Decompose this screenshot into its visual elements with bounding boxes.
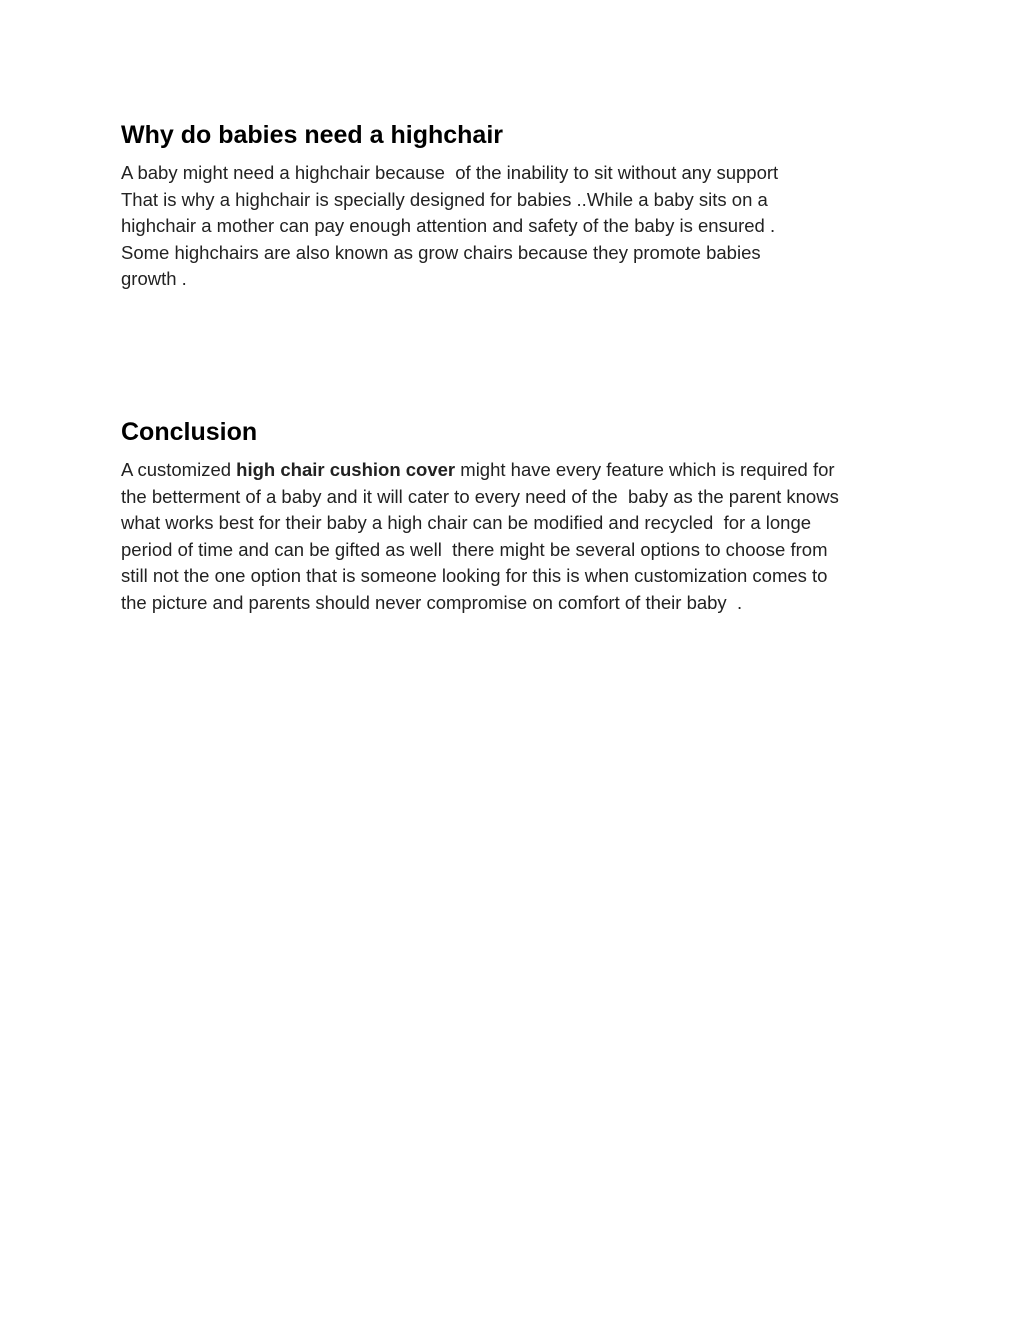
paragraph-line: highchair a mother can pay enough attention and safety of the baby is ensured . (121, 215, 776, 236)
section-why-highchair (121, 118, 921, 293)
paragraph-line (121, 457, 921, 484)
paragraph-line: the picture and parents should never compromise on comfort of their baby . (121, 591, 743, 613)
bold-keyword: high chair cushion cover (236, 459, 456, 480)
section-paragraph (121, 457, 921, 616)
section-paragraph (121, 160, 921, 293)
paragraph-line: what works best for their baby a high chair can be modified and recycled for a longe (121, 512, 812, 533)
paragraph-line: A baby might need a highchair because of the inability to sit without any support (121, 162, 779, 183)
text-run: might have every feature which is required for (455, 459, 835, 480)
paragraph-line: Some highchairs are also known as grow chairs because they promote babies (121, 241, 761, 263)
section-heading: Conclusion (121, 418, 258, 446)
paragraph-line: still not the one option that is someone looking for this is when customization comes to (121, 565, 828, 586)
paragraph-line: period of time and can be gifted as well there might be several options to choose from (121, 538, 828, 560)
paragraph-line: the betterment of a baby and it will cater to every need of the baby as the parent knows (121, 485, 839, 507)
paragraph-line: That is why a highchair is specially designed for babies ..While a baby sits on a (121, 188, 768, 210)
section-conclusion (121, 415, 921, 616)
paragraph-line: growth . (121, 268, 187, 289)
section-heading: Why do babies need a highchair (121, 121, 504, 149)
text-run: A customized (121, 459, 237, 480)
